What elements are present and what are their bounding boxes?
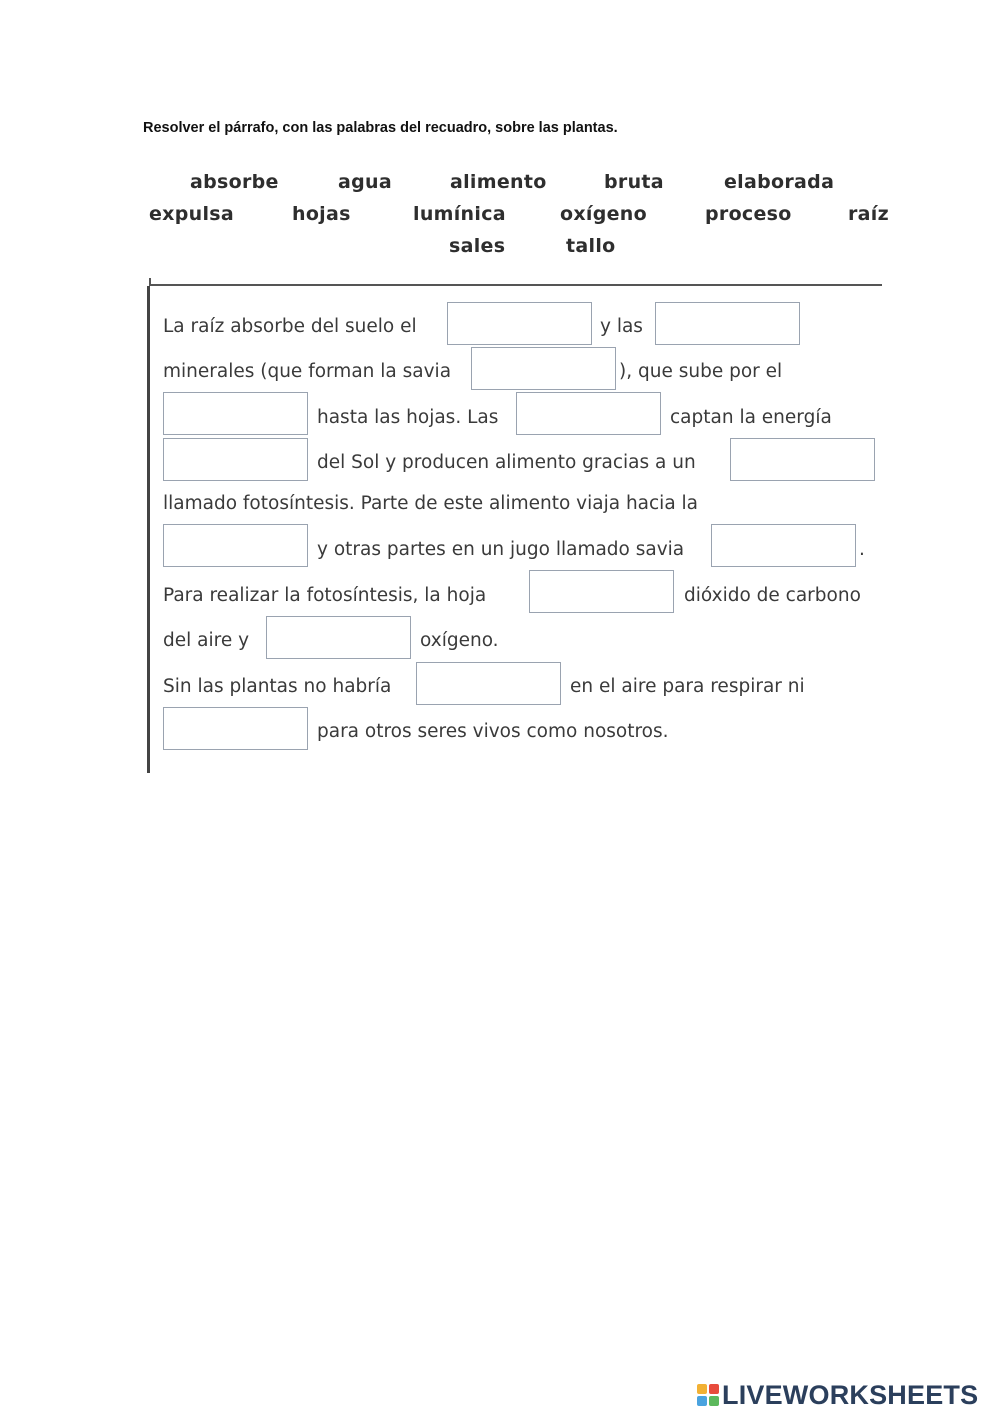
paragraph-text: del Sol y producen alimento gracias a un bbox=[317, 452, 696, 473]
word-bank-item: sales bbox=[449, 235, 506, 257]
answer-blank-6[interactable] bbox=[163, 438, 308, 481]
word-bank-item: bruta bbox=[604, 171, 664, 193]
paragraph-text: Para realizar la fotosíntesis, la hoja bbox=[163, 585, 487, 606]
paragraph-text: dióxido de carbono bbox=[684, 585, 861, 606]
paragraph-text: del aire y bbox=[163, 630, 250, 651]
liveworksheets-logo bbox=[697, 1378, 978, 1412]
instruction-text: Resolver el párrafo, con las palabras del recuadro, sobre las plantas. bbox=[143, 120, 618, 136]
paragraph-text: en el aire para respirar ni bbox=[570, 676, 805, 697]
paragraph-text: oxígeno. bbox=[420, 630, 499, 651]
paragraph-text: y las bbox=[600, 316, 643, 337]
word-bank-item: tallo bbox=[566, 235, 616, 257]
answer-blank-4[interactable] bbox=[163, 392, 308, 435]
word-bank-item: agua bbox=[338, 171, 392, 193]
paragraph-text: y otras partes en un jugo llamado savia bbox=[317, 539, 685, 560]
answer-blank-13[interactable] bbox=[163, 707, 308, 750]
paragraph-text: para otros seres vivos como nosotros. bbox=[317, 721, 669, 742]
word-bank-item: elaborada bbox=[724, 171, 835, 193]
answer-blank-11[interactable] bbox=[266, 616, 411, 659]
answer-blank-3[interactable] bbox=[471, 347, 616, 390]
paragraph-text: ), que sube por el bbox=[619, 361, 783, 382]
answer-blank-7[interactable] bbox=[730, 438, 875, 481]
word-bank-item: absorbe bbox=[190, 171, 279, 193]
answer-blank-9[interactable] bbox=[711, 524, 856, 567]
frame-top-border bbox=[149, 284, 882, 286]
answer-blank-8[interactable] bbox=[163, 524, 308, 567]
logo-squares-icon bbox=[697, 1384, 719, 1406]
word-bank-item: alimento bbox=[450, 171, 547, 193]
answer-blank-12[interactable] bbox=[416, 662, 561, 705]
answer-blank-1[interactable] bbox=[447, 302, 592, 345]
answer-blank-2[interactable] bbox=[655, 302, 800, 345]
paragraph-text: . bbox=[859, 539, 865, 560]
frame-left-border bbox=[147, 286, 150, 773]
word-bank-item: raíz bbox=[848, 203, 889, 225]
paragraph-text: La raíz absorbe del suelo el bbox=[163, 316, 417, 337]
answer-blank-5[interactable] bbox=[516, 392, 661, 435]
word-bank-item: expulsa bbox=[149, 203, 235, 225]
paragraph-text: llamado fotosíntesis. Parte de este alimento viaja hacia la bbox=[163, 493, 699, 514]
paragraph-text: hasta las hojas. Las bbox=[317, 407, 499, 428]
word-bank-item: oxígeno bbox=[560, 203, 647, 225]
paragraph-text: captan la energía bbox=[670, 407, 832, 428]
word-bank-item: hojas bbox=[292, 203, 351, 225]
word-bank-item: proceso bbox=[705, 203, 792, 225]
word-bank-item: lumínica bbox=[413, 203, 506, 225]
paragraph-text: Sin las plantas no habría bbox=[163, 676, 392, 697]
paragraph-text: minerales (que forman la savia bbox=[163, 361, 452, 382]
brand-name: LIVEWORKSHEETS bbox=[722, 1379, 979, 1410]
answer-blank-10[interactable] bbox=[529, 570, 674, 613]
